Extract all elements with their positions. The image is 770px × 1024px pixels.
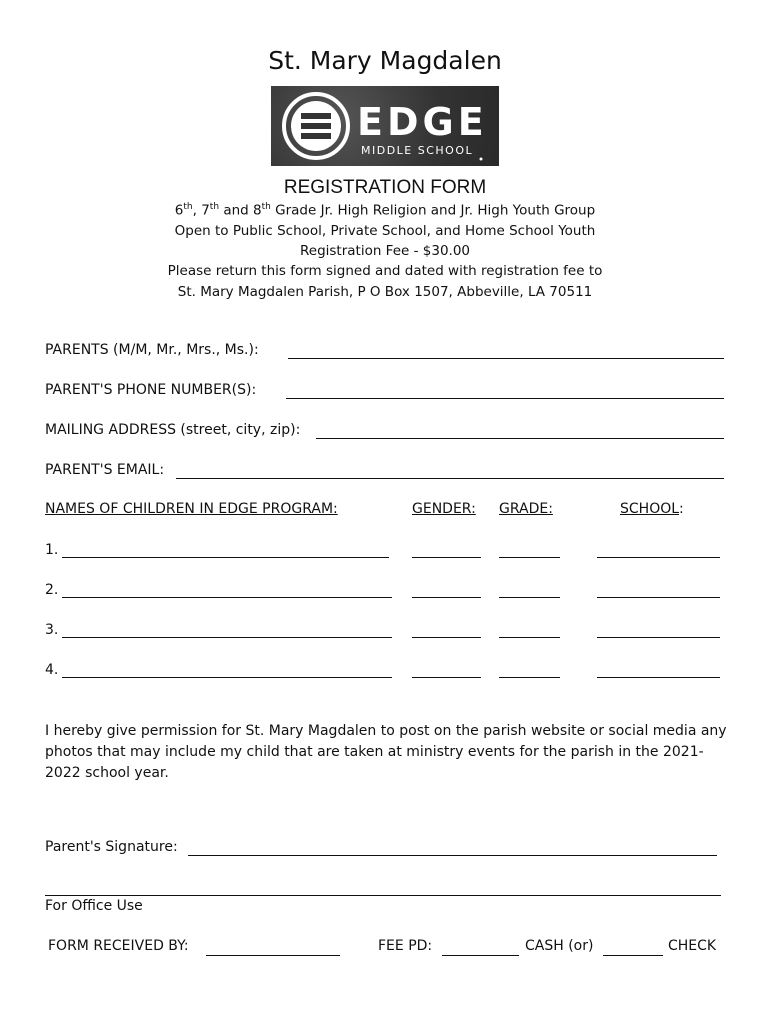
return-instructions: Please return this form signed and dated with registration fee to (167, 263, 603, 279)
parents-field[interactable] (288, 358, 724, 359)
form-received-label: FORM RECEIVED BY: (48, 938, 189, 954)
child-4-school-field[interactable] (597, 677, 720, 678)
child-4-grade-field[interactable] (499, 677, 560, 678)
form-received-field[interactable] (206, 955, 340, 956)
grade-7-suffix: th (209, 202, 220, 212)
fee-line: Registration Fee - $30.00 (299, 243, 471, 259)
grade-header: GRADE: (499, 501, 553, 517)
signature-field[interactable] (188, 855, 717, 856)
grade-7: , 7 (192, 202, 210, 219)
email-label: PARENT'S EMAIL: (45, 462, 165, 478)
child-1-gender-field[interactable] (412, 557, 481, 558)
form-title: REGISTRATION FORM (283, 177, 487, 198)
child-3-school-field[interactable] (597, 637, 720, 638)
child-2-gender-field[interactable] (412, 597, 481, 598)
child-3-gender-field[interactable] (412, 637, 481, 638)
child-2-name-field[interactable] (62, 597, 392, 598)
school-header-text: SCHOOL (620, 501, 680, 517)
cash-label: CASH (or) (525, 938, 594, 954)
logo-wordmark: EDGE (357, 100, 488, 144)
parish-title: St. Mary Magdalen (268, 46, 502, 75)
child-1-name-field[interactable] (62, 557, 389, 558)
signature-label: Parent's Signature: (45, 839, 178, 855)
edge-logo (271, 86, 499, 166)
school-header (620, 501, 684, 517)
child-3-grade-field[interactable] (499, 637, 560, 638)
address-field[interactable] (316, 438, 724, 439)
gender-header: GENDER: (412, 501, 476, 517)
office-divider (45, 895, 721, 896)
grade-6: 6 (174, 202, 184, 219)
address-label: MAILING ADDRESS (street, city, zip): (45, 422, 301, 438)
office-use-label: For Office Use (45, 898, 143, 914)
phone-label: PARENT'S PHONE NUMBER(S): (45, 382, 257, 398)
parish-address: St. Mary Magdalen Parish, P O Box 1507, Abbeville, LA 70511 (177, 284, 593, 300)
child-row-number: 3. (45, 622, 59, 638)
phone-field[interactable] (286, 398, 724, 399)
email-field[interactable] (176, 478, 724, 479)
parents-label: PARENTS (M/M, Mr., Mrs., Ms.): (45, 342, 259, 358)
child-3-name-field[interactable] (62, 637, 392, 638)
logo-subtitle: MIDDLE SCHOOL (361, 144, 474, 157)
child-row-number: 4. (45, 662, 59, 678)
fee-paid-field[interactable] (442, 955, 519, 956)
child-row-number: 2. (45, 582, 59, 598)
school-header-colon: : (679, 501, 684, 517)
grade-8-suffix: th (261, 202, 271, 212)
child-2-grade-field[interactable] (499, 597, 560, 598)
cash-check-field[interactable] (603, 955, 663, 956)
child-1-school-field[interactable] (597, 557, 720, 558)
check-label: CHECK (668, 938, 717, 954)
grades-line (0, 202, 770, 219)
child-row-number: 1. (45, 542, 59, 558)
child-1-grade-field[interactable] (499, 557, 560, 558)
children-names-header: NAMES OF CHILDREN IN EDGE PROGRAM: (45, 501, 338, 517)
child-4-name-field[interactable] (62, 677, 392, 678)
grades-line-rest: Grade Jr. High Religion and Jr. High Youth Group (270, 202, 596, 219)
photo-permission-text: I hereby give permission for St. Mary Magdalen to post on the parish website or social media any photos that may include my child that are taken at ministry events for the parish in the 2021-2022 school year. (45, 723, 727, 781)
grade-6-suffix: th (183, 202, 193, 212)
eligibility-line: Open to Public School, Private School, and Home School Youth (174, 223, 596, 239)
child-4-gender-field[interactable] (412, 677, 481, 678)
child-2-school-field[interactable] (597, 597, 720, 598)
grade-8: and 8 (219, 202, 262, 219)
fee-paid-label: FEE PD: (378, 938, 433, 954)
